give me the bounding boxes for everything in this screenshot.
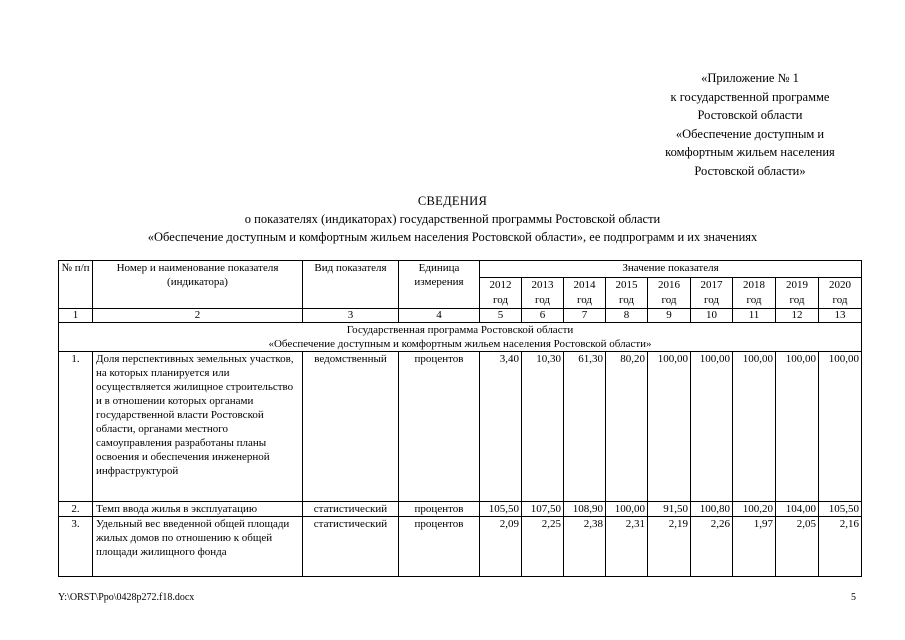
header-unit: Единица измерения: [399, 261, 480, 309]
row-value: 2,16: [819, 517, 862, 577]
column-number: 3: [303, 309, 399, 323]
appendix-line: «Обеспечение доступным и: [675, 126, 825, 141]
column-number: 8: [606, 309, 648, 323]
section-heading: [59, 323, 862, 352]
header-year: 2016 год: [648, 278, 691, 309]
header-type: Вид показателя: [303, 261, 399, 309]
row-value: 100,00: [691, 352, 733, 502]
header-year: 2015 год: [606, 278, 648, 309]
column-number: 7: [564, 309, 606, 323]
row-value: 100,00: [648, 352, 691, 502]
page-number: 5: [851, 592, 856, 603]
header-num: № п/п: [59, 261, 93, 309]
row-type: статистический: [303, 517, 399, 577]
row-value: 100,00: [606, 502, 648, 517]
header-year: 2014 год: [564, 278, 606, 309]
table-row: [59, 502, 862, 517]
row-value: 108,90: [564, 502, 606, 517]
row-value: 104,00: [776, 502, 819, 517]
row-value: 105,50: [480, 502, 522, 517]
header-year: 2012 год: [480, 278, 522, 309]
section-title: Государственная программа Ростовской области: [346, 324, 574, 336]
appendix-note: [600, 69, 900, 180]
row-value: 100,00: [776, 352, 819, 502]
header-year: 2019 год: [776, 278, 819, 309]
row-num: 1.: [59, 352, 93, 502]
row-name: Темп ввода жилья в эксплуатацию: [93, 502, 303, 517]
row-value: 61,30: [564, 352, 606, 502]
row-value: 2,25: [522, 517, 564, 577]
row-unit: процентов: [399, 517, 480, 577]
row-value: 100,00: [733, 352, 776, 502]
header-year: 2013 год: [522, 278, 564, 309]
column-number: 5: [480, 309, 522, 323]
header-value: Значение показателя: [480, 261, 862, 278]
column-number: 2: [93, 309, 303, 323]
column-number: 10: [691, 309, 733, 323]
column-number: 6: [522, 309, 564, 323]
column-number: 4: [399, 309, 480, 323]
appendix-line: комфортным жильем населения: [665, 145, 835, 159]
row-type: ведомственный: [303, 352, 399, 502]
header-year: 2018 год: [733, 278, 776, 309]
appendix-line: «Приложение № 1: [701, 71, 799, 85]
row-value: 2,31: [606, 517, 648, 577]
row-value: 2,26: [691, 517, 733, 577]
file-path: Y:\ORST\Ppo\0428p272.f18.docx: [58, 592, 195, 603]
row-value: 91,50: [648, 502, 691, 517]
row-num: 2.: [59, 502, 93, 517]
title-heading: СВЕДЕНИЯ: [417, 194, 488, 208]
row-value: 2,05: [776, 517, 819, 577]
row-value: 100,80: [691, 502, 733, 517]
column-number: 13: [819, 309, 862, 323]
row-name: Доля перспективных земельных участков, на которых планируется или осуществляется жилищное строительство и в отношении которых органами государственной власти Ростовской области, органами местного самоуправления разработаны планы освоения и обеспечения инженерной инфраструктурой: [93, 352, 303, 502]
title-subheading: о показателях (индикаторах) государственной программы Ростовской области: [244, 212, 661, 226]
row-value: 80,20: [606, 352, 648, 502]
header-name: Номер и наименование показателя (индикатора): [93, 261, 303, 309]
appendix-line: Ростовской области»: [694, 163, 806, 178]
column-number: 12: [776, 309, 819, 323]
appendix-line: Ростовской области: [697, 108, 803, 122]
row-value: 1,97: [733, 517, 776, 577]
row-value: 2,19: [648, 517, 691, 577]
row-unit: процентов: [399, 352, 480, 502]
row-value: 3,40: [480, 352, 522, 502]
header-year: 2020 год: [819, 278, 862, 309]
indicators-table: [58, 260, 862, 577]
table-row: [59, 517, 862, 577]
row-value: 2,38: [564, 517, 606, 577]
row-num: 3.: [59, 517, 93, 577]
column-number: 9: [648, 309, 691, 323]
row-value: 107,50: [522, 502, 564, 517]
row-name: Удельный вес введенной общей площади жилых домов по отношению к общей площади жилищного фонда: [93, 517, 303, 577]
section-program-name: «Обеспечение доступным и комфортным жильем населения Ростовской области»: [268, 338, 652, 350]
header-year: 2017 год: [691, 278, 733, 309]
row-unit: процентов: [399, 502, 480, 517]
row-type: статистический: [303, 502, 399, 517]
row-value: 105,50: [819, 502, 862, 517]
row-value: 10,30: [522, 352, 564, 502]
table-row: [59, 352, 862, 502]
row-value: 100,00: [819, 352, 862, 502]
column-number: 11: [733, 309, 776, 323]
column-number: 1: [59, 309, 93, 323]
row-value: 2,09: [480, 517, 522, 577]
row-value: 100,20: [733, 502, 776, 517]
title-program-name: «Обеспечение доступным и комфортным жильем населения Ростовской области», ее подпрограмм и их значениях: [147, 230, 758, 244]
appendix-line: к государственной программе: [670, 89, 830, 104]
document-title: [0, 192, 905, 246]
